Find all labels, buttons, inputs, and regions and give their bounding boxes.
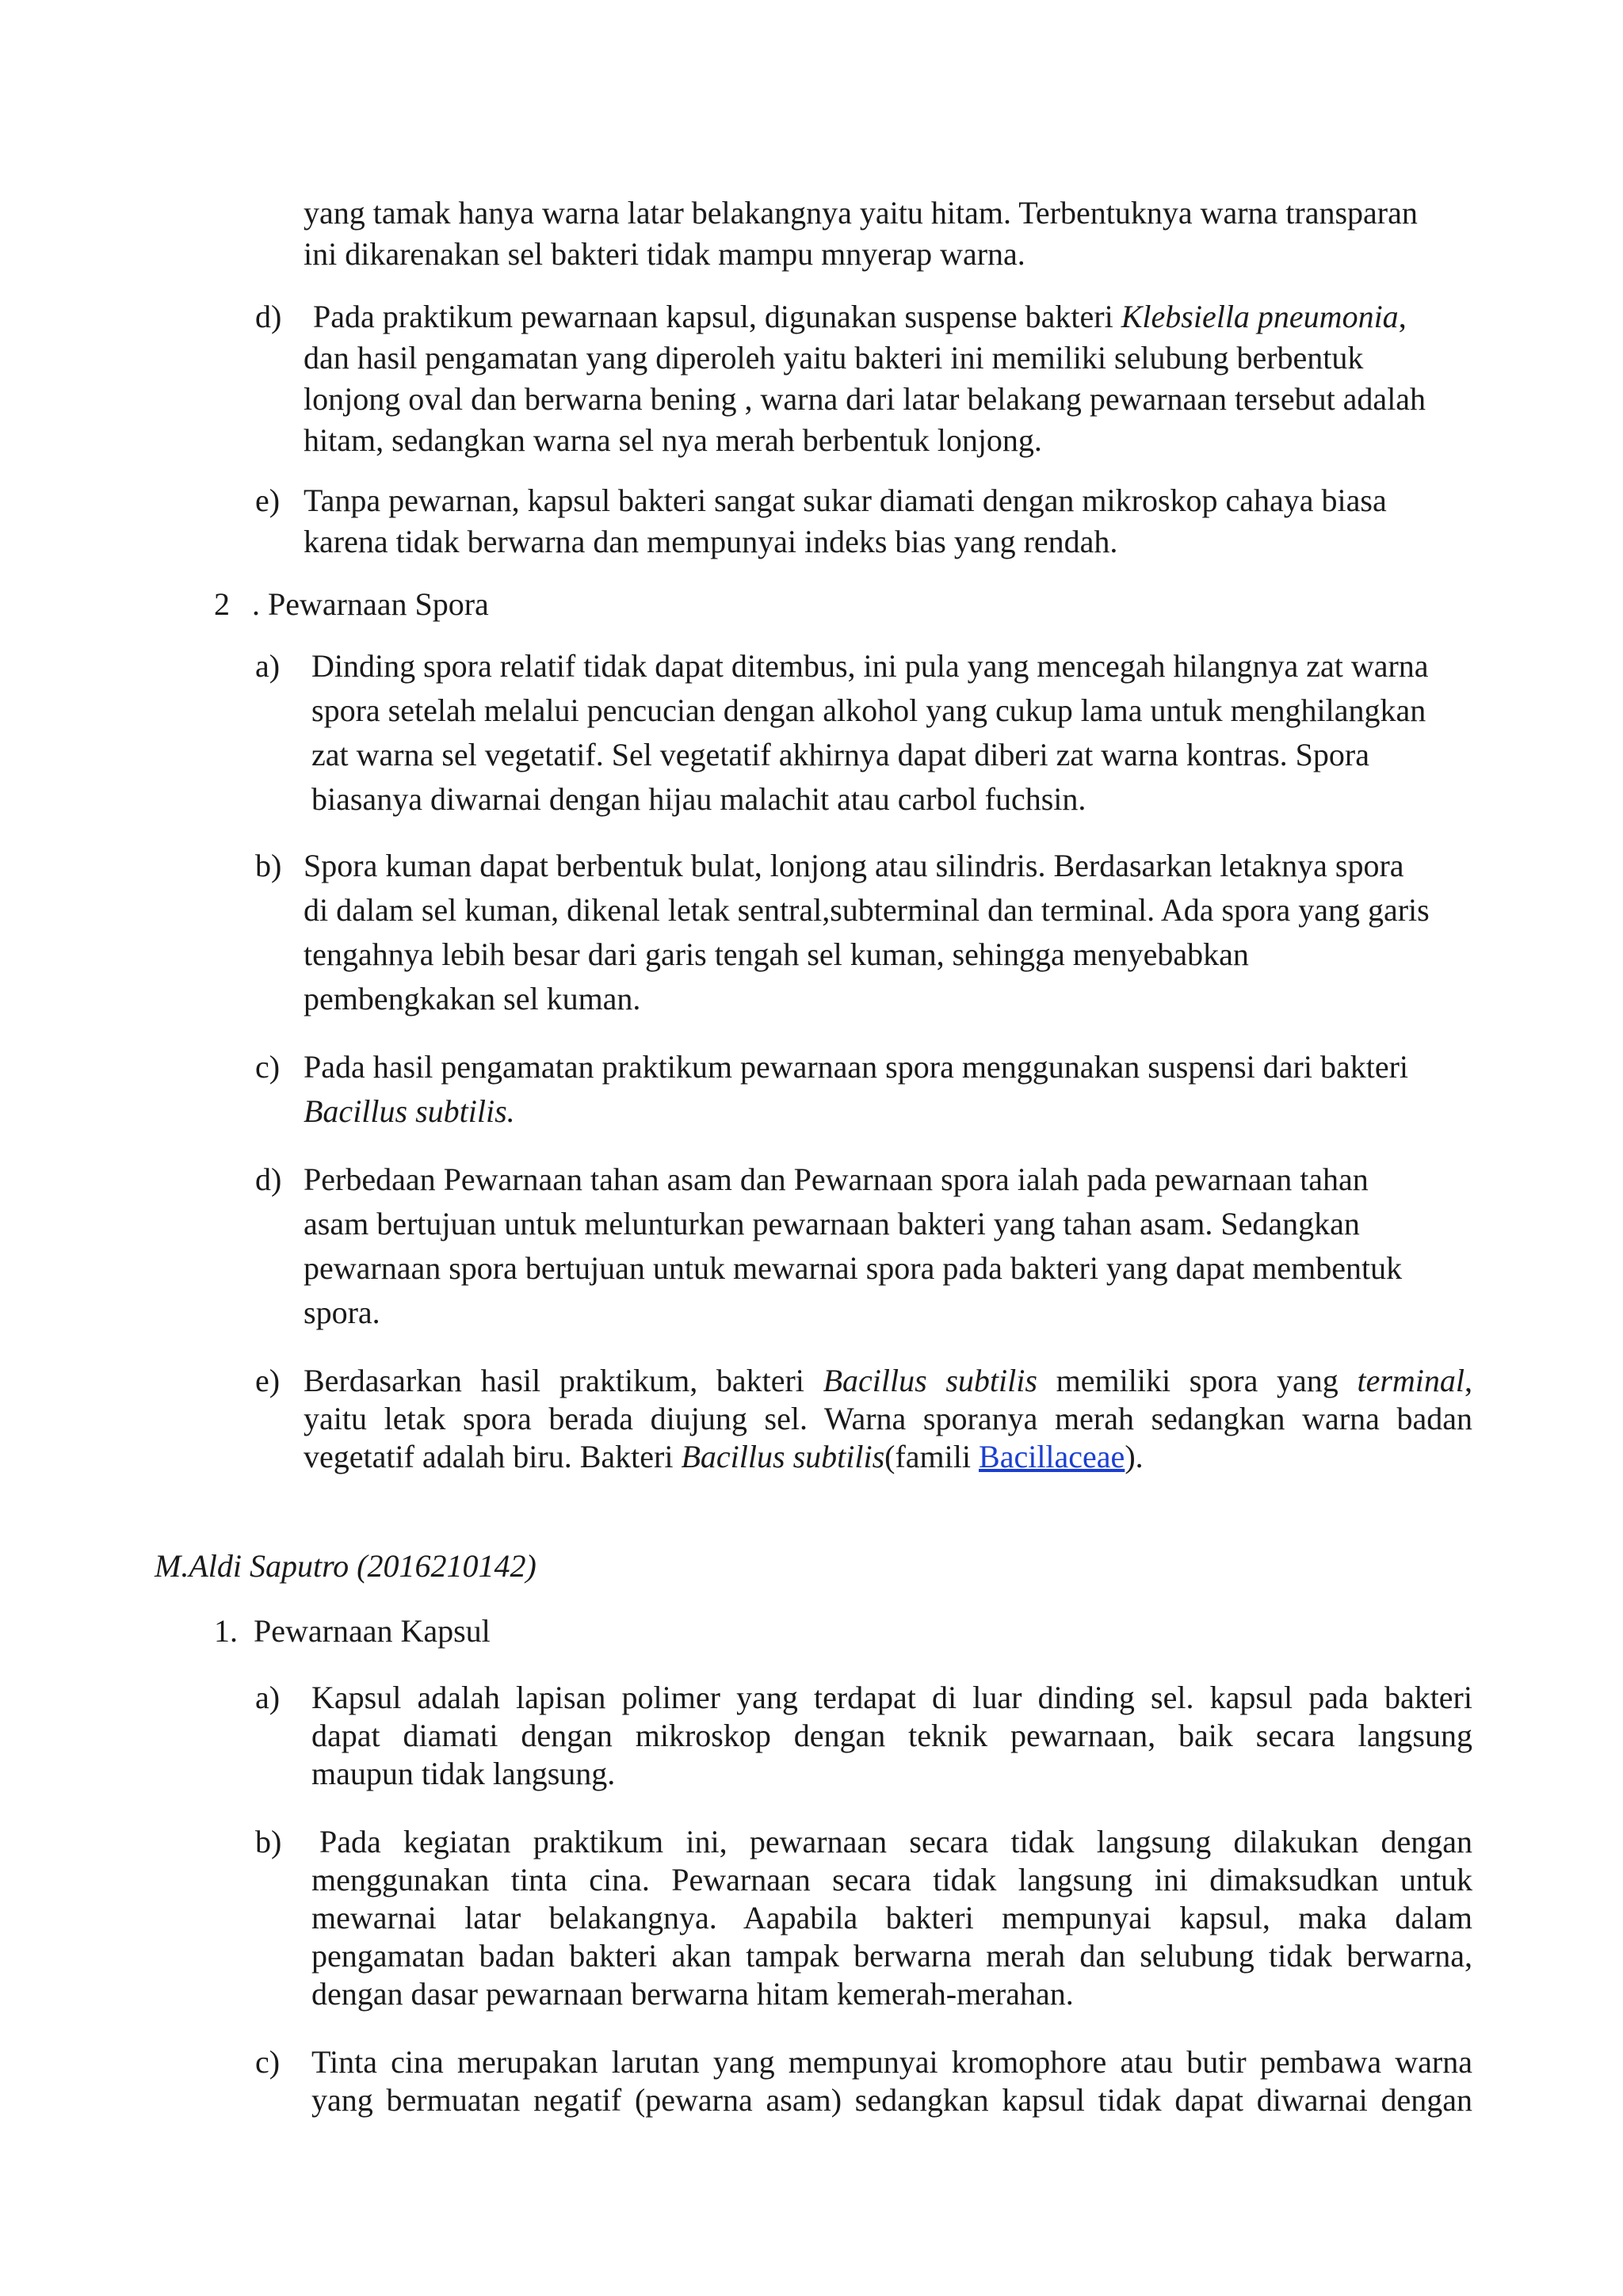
bacillaceae-link[interactable]: Bacillaceae xyxy=(979,1439,1125,1474)
paragraph-line xyxy=(304,1092,515,1131)
paragraph-line: dengan dasar pewarnaan berwarna hitam kemerah-merahan. xyxy=(311,1976,1074,2012)
species-name: Bacillus subtilis xyxy=(823,1363,1037,1398)
section-number: 1. xyxy=(214,1613,238,1649)
paragraph-line: yaitu letak spora berada diujung sel. Warna sporanya merah sedangkan warna badan xyxy=(304,1401,1472,1436)
list-label: a) xyxy=(255,648,281,684)
list-label: d) xyxy=(255,1161,282,1197)
paragraph-line: menggunakan tinta cina. Pewarnaan secara tidak langsung ini dimaksudkan untuk xyxy=(311,1862,1472,1897)
list-label: b) xyxy=(255,1824,282,1859)
paragraph-line: spora. xyxy=(304,1295,380,1330)
section-title: . Pewarnaan Spora xyxy=(252,586,489,622)
paragraph-line: dapat diamati dengan mikroskop dengan teknik pewarnaan, baik secara langsung xyxy=(311,1718,1472,1753)
paragraph-line: hitam, sedangkan warna sel nya merah berbentuk lonjong. xyxy=(304,422,1042,458)
paragraph-line: Perbedaan Pewarnaan tahan asam dan Pewarnaan spora ialah pada pewarnaan tahan xyxy=(304,1161,1369,1197)
paragraph-line: mewarnai latar belakangnya. Aapabila bakteri mempunyai kapsul, maka dalam xyxy=(311,1900,1472,1936)
paragraph-line: biasanya diwarnai dengan hijau malachit atau carbol fuchsin. xyxy=(311,781,1086,817)
paragraph-line: zat warna sel vegetatif. Sel vegetatif akhirnya dapat diberi zat warna kontras. Spora xyxy=(311,737,1369,772)
paragraph-line: Pada kegiatan praktikum ini, pewarnaan secara tidak langsung dilakukan dengan xyxy=(319,1824,1472,1859)
paragraph-line: Tanpa pewarnan, kapsul bakteri sangat sukar diamati dengan mikroskop cahaya biasa xyxy=(304,482,1387,518)
paragraph-line: spora setelah melalui pencucian dengan alkohol yang cukup lama untuk menghilangkan xyxy=(311,692,1426,728)
section-number: 2 xyxy=(214,586,230,622)
list-label: d) xyxy=(255,299,282,334)
list-label: c) xyxy=(255,1049,281,1085)
paragraph-line: Pada praktikum pewarnaan kapsul, digunakan suspense bakteri Klebsiella pneumonia, xyxy=(313,299,1407,334)
paragraph-line: Kapsul adalah lapisan polimer yang terdapat di luar dinding sel. kapsul pada bakteri xyxy=(311,1680,1472,1715)
species-name: Klebsiella pneumonia xyxy=(1121,299,1399,334)
paragraph-line: Berdasarkan hasil praktikum, bakteri Bacillus subtilis memiliki spora yang terminal, xyxy=(304,1363,1473,1398)
paragraph-line: lonjong oval dan berwarna bening , warna dari latar belakang pewarnaan tersebut adalah xyxy=(304,381,1426,417)
paragraph-line: vegetatif adalah biru. Bakteri Bacillus subtilis(famili Bacillaceae). xyxy=(304,1439,1144,1474)
paragraph-line: ini dikarenakan sel bakteri tidak mampu mnyerap warna. xyxy=(304,236,1025,272)
paragraph-line: Spora kuman dapat berbentuk bulat, lonjong atau silindris. Berdasarkan letaknya spora xyxy=(304,848,1404,883)
list-label: c) xyxy=(255,2044,281,2080)
list-label: b) xyxy=(255,848,282,883)
term-italic: terminal xyxy=(1357,1363,1465,1398)
paragraph-line: maupun tidak langsung. xyxy=(311,1756,616,1791)
list-label: a) xyxy=(255,1680,281,1715)
list-label: e) xyxy=(255,482,281,518)
paragraph-line: di dalam sel kuman, dikenal letak sentral,subterminal dan terminal. Ada spora yang garis xyxy=(304,892,1430,928)
paragraph-line: karena tidak berwarna dan mempunyai indeks bias yang rendah. xyxy=(304,524,1118,559)
paragraph-line: Pada hasil pengamatan praktikum pewarnaan spora menggunakan suspensi dari bakteri xyxy=(304,1049,1409,1085)
paragraph-line: Dinding spora relatif tidak dapat ditembus, ini pula yang mencegah hilangnya zat warna xyxy=(311,648,1429,684)
paragraph-line: tengahnya lebih besar dari garis tengah sel kuman, sehingga menyebabkan xyxy=(304,936,1249,972)
paragraph-line: yang bermuatan negatif (pewarna asam) sedangkan kapsul tidak dapat diwarnai dengan xyxy=(311,2082,1472,2118)
paragraph-line: pewarnaan spora bertujuan untuk mewarnai spora pada bakteri yang dapat membentuk xyxy=(304,1250,1403,1286)
list-label: e) xyxy=(255,1363,281,1398)
species-name: Bacillus subtilis xyxy=(681,1439,885,1474)
species-name: Bacillus subtilis. xyxy=(304,1093,515,1129)
section-title: Pewarnaan Kapsul xyxy=(254,1613,491,1649)
paragraph-line: pengamatan badan bakteri akan tampak berwarna merah dan selubung tidak berwarna, xyxy=(311,1938,1472,1974)
author-heading: M.Aldi Saputro (2016210142) xyxy=(155,1548,537,1584)
paragraph-line: Tinta cina merupakan larutan yang mempunyai kromophore atau butir pembawa warna xyxy=(311,2044,1472,2080)
paragraph-line: dan hasil pengamatan yang diperoleh yaitu bakteri ini memiliki selubung berbentuk xyxy=(304,340,1364,376)
paragraph-line: pembengkakan sel kuman. xyxy=(304,981,641,1016)
paragraph-line: asam bertujuan untuk melunturkan pewarnaan bakteri yang tahan asam. Sedangkan xyxy=(304,1206,1360,1241)
paragraph-line: yang tamak hanya warna latar belakangnya yaitu hitam. Terbentuknya warna transparan xyxy=(304,195,1418,231)
